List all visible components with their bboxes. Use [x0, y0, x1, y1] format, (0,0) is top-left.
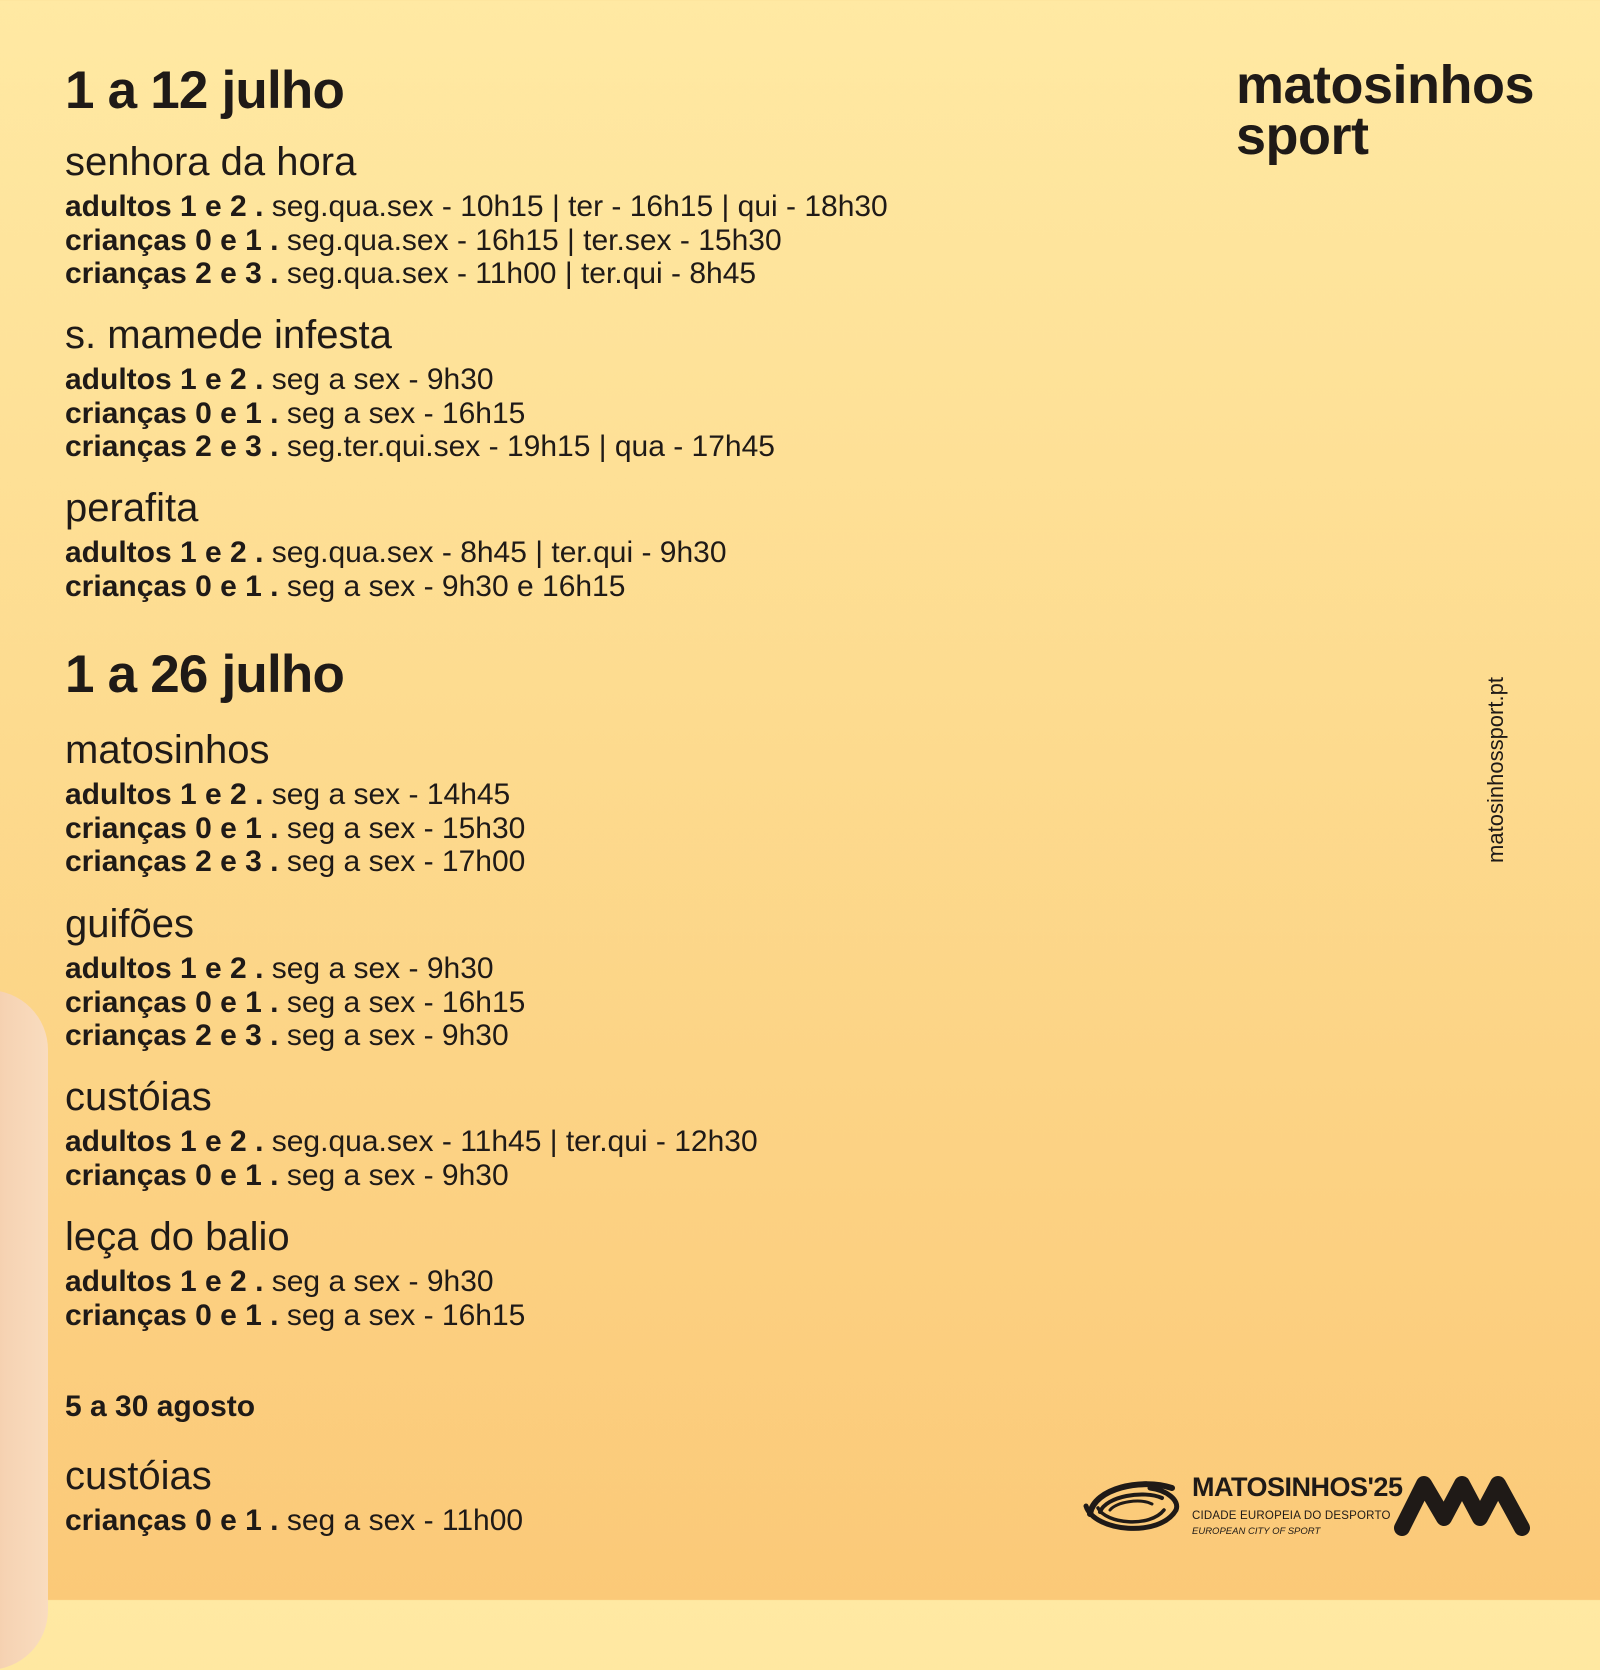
schedule-row: [65, 1299, 525, 1333]
location-name: senhora da hora: [65, 140, 357, 184]
separator: .: [261, 811, 287, 845]
schedule-row: [65, 536, 727, 570]
event-subtitle: CIDADE EUROPEIA DO DESPORTO: [1192, 1510, 1391, 1522]
location-name: guifões: [65, 902, 194, 946]
group-label: crianças 0 e 1: [65, 223, 262, 257]
schedule-text: seg a sex - 16h15: [286, 1298, 526, 1332]
separator: .: [261, 1158, 287, 1192]
group-label: adultos 1 e 2: [65, 1125, 247, 1158]
location-block: [65, 313, 775, 464]
schedule-text: seg.qua.sex - 11h00 | ter.qui - 8h45: [286, 257, 757, 290]
location-block: [65, 902, 525, 1053]
group-label: adultos 1 e 2: [65, 1265, 247, 1298]
schedule-text: seg a sex - 9h30: [271, 363, 494, 396]
location-name: s. mamede infesta: [65, 313, 392, 357]
period-heading: 5 a 30 agosto: [65, 1390, 256, 1423]
schedule-row: [65, 363, 775, 397]
location-name: custóias: [65, 1075, 212, 1119]
group-label: crianças 2 e 3: [65, 845, 262, 878]
schedule-text: seg.qua.sex - 8h45 | ter.qui - 9h30: [271, 536, 727, 569]
swirl-logo-icon: [1080, 1474, 1184, 1540]
separator: .: [246, 778, 272, 811]
separator: .: [246, 363, 272, 396]
group-label: crianças 0 e 1: [65, 569, 262, 603]
schedule-text: seg.qua.sex - 16h15 | ter.sex - 15h30: [286, 223, 782, 257]
location-block: [65, 1075, 758, 1192]
group-label: crianças 2 e 3: [65, 257, 262, 290]
separator: .: [246, 1265, 272, 1298]
group-label: crianças 0 e 1: [65, 396, 262, 430]
schedule-row: [65, 397, 775, 431]
schedule-row: [65, 845, 525, 879]
period-heading: 1 a 26 julho: [65, 645, 345, 704]
schedule-text: seg a sex - 17h00: [286, 845, 526, 878]
schedule-text: seg a sex - 14h45: [271, 778, 511, 811]
location-name: matosinhos: [65, 728, 270, 772]
group-label: crianças 0 e 1: [65, 1158, 262, 1192]
period-heading: 1 a 12 julho: [65, 61, 345, 120]
separator: .: [246, 952, 272, 985]
event-subtitle-en: EUROPEAN CITY OF SPORT: [1192, 1526, 1321, 1537]
group-label: adultos 1 e 2: [65, 952, 247, 985]
separator: .: [261, 569, 287, 603]
group-label: crianças 0 e 1: [65, 1504, 262, 1537]
mm-logo-icon: [1394, 1472, 1530, 1536]
separator: .: [261, 223, 287, 257]
schedule-row: [65, 986, 525, 1020]
schedule-row: [65, 430, 775, 464]
schedule-row: [65, 224, 888, 258]
separator: .: [261, 845, 287, 878]
schedule-row: [65, 952, 525, 986]
separator: .: [246, 1125, 272, 1158]
schedule-row: [65, 257, 888, 291]
separator: .: [261, 1504, 287, 1537]
schedule-text: seg.qua.sex - 11h45 | ter.qui - 12h30: [271, 1125, 758, 1158]
separator: .: [261, 430, 287, 463]
separator: .: [261, 396, 287, 430]
group-label: crianças 2 e 3: [65, 430, 262, 463]
separator: .: [261, 985, 287, 1019]
schedule-text: seg a sex - 16h15: [286, 985, 526, 1019]
separator: .: [246, 536, 272, 569]
schedule-row: [65, 190, 888, 224]
group-label: crianças 0 e 1: [65, 1298, 262, 1332]
schedule-row: [65, 1265, 525, 1299]
schedule-text: seg.qua.sex - 10h15 | ter - 16h15 | qui - 18h30: [271, 190, 888, 223]
separator: .: [246, 190, 272, 223]
location-name: custóias: [65, 1454, 212, 1498]
schedule-text: seg a sex - 9h30: [286, 1158, 509, 1192]
group-label: crianças 2 e 3: [65, 1019, 262, 1052]
schedule-text: seg a sex - 16h15: [286, 396, 526, 430]
brand-logo: [1235, 55, 1534, 166]
group-label: adultos 1 e 2: [65, 536, 247, 569]
group-label: crianças 0 e 1: [65, 811, 262, 845]
schedule-row: [65, 1504, 523, 1538]
schedule-text: seg a sex - 9h30: [271, 952, 494, 985]
schedule-text: seg a sex - 15h30: [286, 811, 526, 845]
location-name: perafita: [65, 486, 199, 530]
location-block: [65, 1454, 523, 1538]
schedule-text: seg a sex - 9h30: [271, 1265, 494, 1298]
location-block: [65, 1215, 525, 1332]
arm-photo-edge: [0, 990, 48, 1670]
schedule-row: [65, 812, 525, 846]
location-block: [65, 728, 525, 879]
website-link[interactable]: matosinhossport.pt: [1483, 677, 1508, 863]
separator: .: [261, 1298, 287, 1332]
schedule-row: [65, 1125, 758, 1159]
location-block: [65, 486, 727, 603]
group-label: adultos 1 e 2: [65, 778, 247, 811]
group-label: adultos 1 e 2: [65, 363, 247, 396]
schedule-row: [65, 1159, 758, 1193]
location-name: leça do balio: [65, 1215, 290, 1259]
brand-line2: sport: [1235, 106, 1369, 166]
separator: .: [261, 257, 287, 290]
schedule-text: seg a sex - 9h30 e 16h15: [286, 569, 626, 603]
brand-line1: matosinhos: [1235, 55, 1534, 115]
schedule-row: [65, 570, 727, 604]
footer-logos: [1080, 1468, 1540, 1548]
schedule-row: [65, 778, 525, 812]
schedule-text: seg a sex - 11h00: [286, 1504, 524, 1537]
separator: .: [261, 1019, 287, 1052]
event-title: MATOSINHOS'25: [1192, 1472, 1403, 1502]
group-label: adultos 1 e 2: [65, 190, 247, 223]
schedule-text: seg a sex - 9h30: [286, 1019, 509, 1052]
group-label: crianças 0 e 1: [65, 985, 262, 1019]
schedule-text: seg.ter.qui.sex - 19h15 | qua - 17h45: [286, 430, 775, 463]
location-block: [65, 140, 888, 291]
schedule-row: [65, 1019, 525, 1053]
